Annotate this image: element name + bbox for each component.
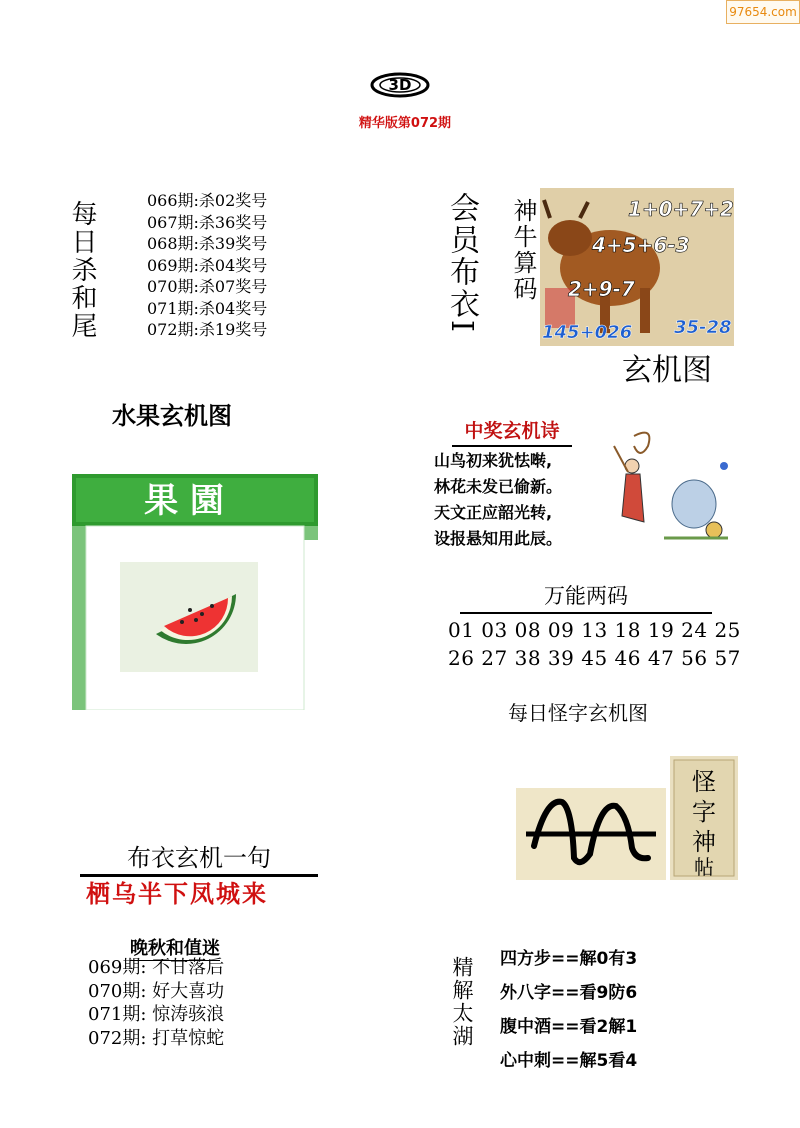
fruit-banner: 果 園	[144, 481, 224, 521]
daily-kill-item: 068期:杀39奖号	[147, 234, 268, 253]
odd-char-image	[516, 788, 666, 880]
ox-formula-1: 1+0+7+2	[628, 197, 734, 221]
fruit-heading: 水果玄机图	[112, 402, 232, 430]
member-title: 会员布衣I	[444, 192, 479, 334]
site-badge[interactable]: 97654.com	[726, 0, 800, 24]
svg-text:神: 神	[692, 828, 716, 856]
codes-row-2: 26 27 38 39 45 46 47 56 57	[448, 646, 741, 670]
buyi-title: 布衣玄机一句	[80, 838, 318, 877]
poem-illustration	[604, 426, 734, 550]
taihu-item: 四方步==解0有3	[500, 949, 638, 969]
taihu-list	[500, 942, 637, 1078]
daily-kill-list	[147, 190, 267, 341]
autumn-item: 071期: 惊涛骇浪	[88, 1004, 225, 1025]
autumn-title: 晚秋和值迷	[130, 934, 220, 961]
svg-text:帖: 帖	[694, 855, 714, 879]
daily-kill-item: 069期:杀04奖号	[147, 255, 268, 275]
odd-char-calligraphy	[670, 756, 738, 880]
taihu-item: 腹中酒==看2解1	[500, 1017, 638, 1037]
edition-label: 精华版第072期	[358, 116, 452, 131]
daily-kill-item: 067期:杀36奖号	[147, 212, 268, 232]
svg-text:字: 字	[692, 798, 716, 826]
logo-text: 3D	[388, 76, 412, 94]
poem-line: 林花未发已偷新。	[434, 477, 563, 496]
universal-codes-title: 万能两码	[460, 580, 712, 614]
xuanji-label: 玄机图	[622, 353, 712, 388]
3d-logo	[370, 72, 430, 98]
ox-bottom-right: 35-28	[674, 317, 732, 338]
autumn-list	[88, 956, 224, 1050]
daily-kill-item: 071期:杀04奖号	[147, 298, 268, 318]
taihu-title: 精解太湖	[450, 956, 474, 1048]
taihu-item: 心中刺==解5看4	[500, 1051, 638, 1071]
poem-line: 天文正应韶光转,	[434, 503, 553, 522]
taihu-item: 外八字==看9防6	[500, 983, 638, 1003]
daily-kill-item: 066期:杀02奖号	[147, 191, 268, 210]
poem-lines	[434, 448, 562, 552]
buyi-sentence: 栖乌半下凤城来	[86, 879, 268, 908]
daily-kill-title: 每日杀和尾	[67, 200, 97, 340]
autumn-item: 069期: 不甘落后	[88, 957, 225, 978]
daily-kill-item: 072期:杀19奖号	[147, 320, 268, 339]
odd-char-title: 每日怪字玄机图	[508, 701, 648, 725]
poem-line: 山鸟初来犹怯啭,	[434, 451, 553, 470]
autumn-item: 072期: 打草惊蛇	[88, 1027, 225, 1049]
ox-code-title: 神牛算码	[509, 198, 537, 302]
poem-line: 设报悬知用此辰。	[434, 529, 563, 548]
daily-kill-item: 070期:杀07奖号	[147, 277, 268, 296]
fruit-garden-image	[72, 474, 318, 710]
autumn-item: 070期: 好大喜功	[88, 980, 225, 1002]
codes-row-1: 01 03 08 09 13 18 19 24 25	[448, 618, 741, 642]
poem-title: 中奖玄机诗	[452, 416, 572, 447]
svg-text:怪: 怪	[692, 768, 716, 796]
ox-formula-3: 2+9-7	[568, 277, 635, 301]
ox-bottom-left: 145+026	[542, 322, 633, 343]
ox-painting	[540, 188, 734, 346]
ox-formula-2: 4+5+6-3	[592, 233, 690, 257]
